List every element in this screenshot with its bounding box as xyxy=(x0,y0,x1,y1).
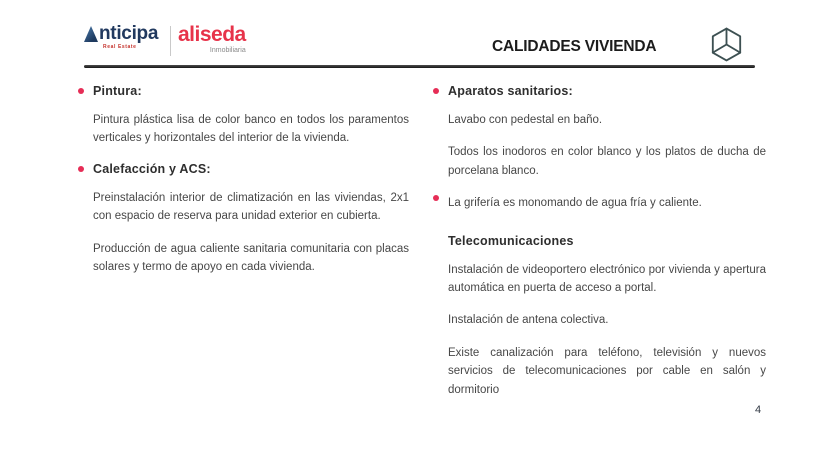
section-aparatos xyxy=(431,84,766,180)
cube-icon xyxy=(708,26,745,63)
section-heading-row xyxy=(76,162,409,176)
right-column xyxy=(431,84,766,413)
bullet-icon xyxy=(433,195,439,201)
left-column xyxy=(76,84,409,290)
anticipa-triangle-icon xyxy=(84,26,98,42)
anticipa-logo xyxy=(84,24,158,50)
paragraph: Existe canalización para teléfono, televisión y nuevos servicios de telecomunicaciones por cable en salón y dormitorio xyxy=(448,346,766,396)
anticipa-wordmark-text: nticipa xyxy=(99,23,159,44)
bullet-icon xyxy=(78,166,84,172)
section-heading: Telecomunicaciones xyxy=(448,233,574,248)
page-title: CALIDADES VIVIENDA xyxy=(492,38,657,55)
section-telecomunicaciones xyxy=(431,234,766,399)
paragraph: La grifería es monomando de agua fría y caliente. xyxy=(448,197,702,210)
section-heading-row xyxy=(431,234,766,248)
section-heading: Calefacción y ACS: xyxy=(93,161,211,176)
paragraph: Todos los inodoros en color blanco y los platos de ducha de porcelana blanco. xyxy=(448,146,766,177)
paragraph: Pintura plástica lisa de color banco en todos los paramentos verticales y horizontales del interior de la vivienda. xyxy=(93,114,409,145)
paragraph: Preinstalación interior de climatización en las viviendas, 2x1 con espacio de reserva para unidad exterior en cubierta. xyxy=(93,191,409,223)
section-calefaccion xyxy=(76,162,409,277)
aliseda-logo xyxy=(178,24,246,54)
paragraph: Lavabo con pedestal en baño. xyxy=(448,114,603,126)
section-heading: Pintura: xyxy=(93,84,142,98)
paragraph: Producción de agua caliente sanitaria comunitaria con placas solares y termo de apoyo en cada vivienda. xyxy=(93,242,409,273)
anticipa-tagline: Real Estate xyxy=(103,44,137,50)
logo-divider xyxy=(170,26,171,56)
section-heading-row xyxy=(431,84,766,98)
paragraph: Instalación de videoportero electrónico por vivienda y apertura automática en puerta de acceso a portal. xyxy=(448,263,766,294)
section-heading-row xyxy=(76,84,409,98)
bullet-icon xyxy=(433,88,439,94)
section-heading: Aparatos sanitarios: xyxy=(448,84,573,98)
aliseda-tagline: Inmobiliaria xyxy=(209,47,246,54)
page-number: 4 xyxy=(754,404,762,416)
section-pintura xyxy=(76,84,409,148)
header-divider xyxy=(84,65,755,68)
anticipa-wordmark xyxy=(84,24,158,44)
aliseda-wordmark: aliseda xyxy=(178,23,246,46)
bullet-icon xyxy=(78,88,84,94)
paragraph: Instalación de antena colectiva. xyxy=(448,314,609,327)
griferia-bullet-row xyxy=(431,194,766,212)
